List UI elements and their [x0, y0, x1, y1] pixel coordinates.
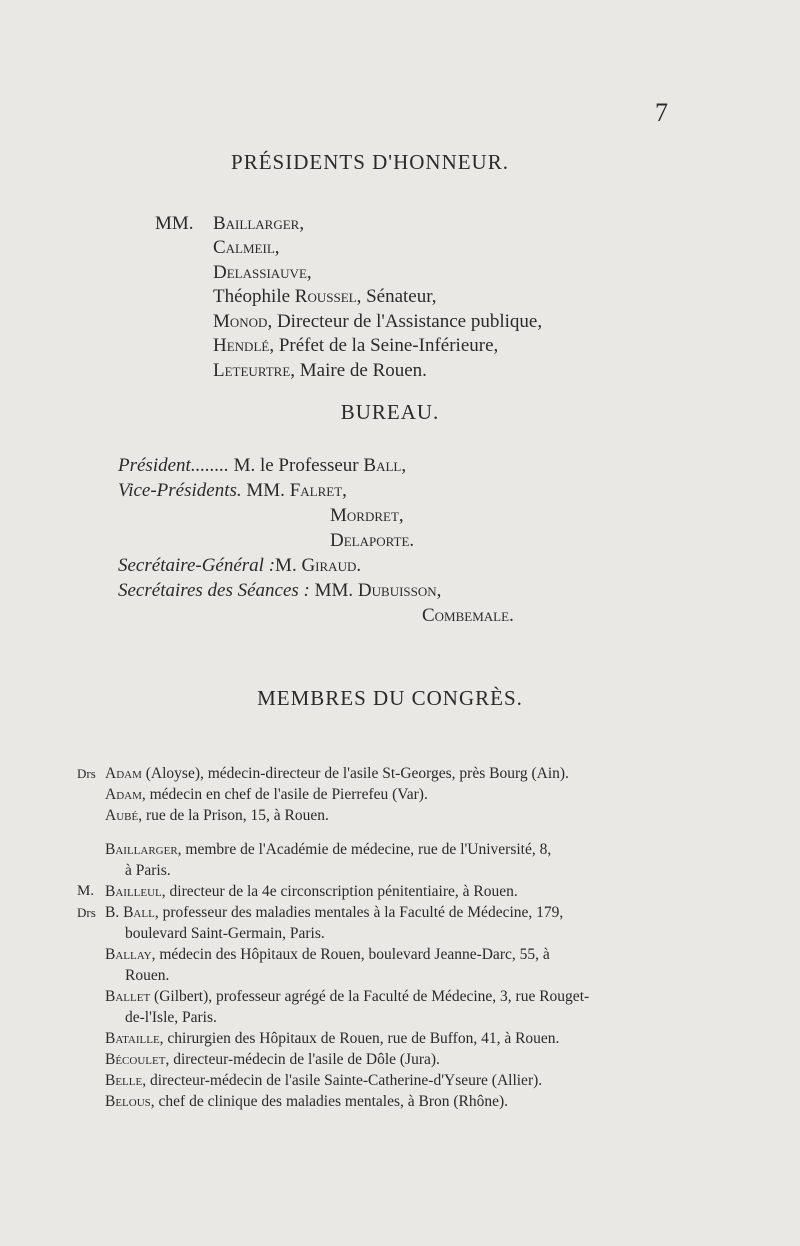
member-entry: Ballet (Gilbert), professeur agrégé de la Faculté de Médecine, 3, rue Rouget-: [105, 988, 590, 1005]
bureau-president: Président........ M. le Professeur Ball,: [118, 455, 407, 476]
bureau-vice-2: Mordret,: [330, 505, 404, 526]
member-entry: Ballay, médecin des Hôpitaux de Rouen, boulevard Jeanne-Darc, 55, à: [105, 946, 550, 963]
member-entry: Bataille, chirurgien des Hôpitaux de Rouen, rue de Buffon, 41, à Rouen.: [105, 1030, 560, 1047]
member-entry: Belle, directeur-médecin de l'asile Sainte-Catherine-d'Yseure (Allier).: [105, 1072, 543, 1089]
member-entry: Belous, chef de clinique des maladies mentales, à Bron (Rhône).: [105, 1093, 509, 1110]
bureau-vice-3: Delaporte.: [330, 530, 415, 551]
member-entry-cont: boulevard Saint-Germain, Paris.: [125, 925, 325, 942]
president-entry: Calmeil,: [213, 237, 280, 258]
member-entry: Aubé, rue de la Prison, 15, à Rouen.: [105, 807, 329, 824]
president-entry: Monod, Directeur de l'Assistance publique,: [213, 311, 543, 332]
presidents-heading: PRÉSIDENTS D'HONNEUR.: [231, 150, 509, 174]
president-entry: Hendlé, Préfet de la Seine-Inférieure,: [213, 335, 499, 356]
bureau-vice-presidents: Vice-Présidents. MM. Falret,: [118, 480, 347, 501]
bureau-session-secretaries: Secrétaires des Séances : MM. Dubuisson,: [118, 580, 442, 601]
president-entry: Théophile Roussel, Sénateur,: [213, 286, 437, 307]
president-entry: Leteurtre, Maire de Rouen.: [213, 360, 427, 381]
member-entry-cont: à Paris.: [125, 862, 171, 879]
member-entry-cont: Rouen.: [125, 967, 170, 984]
member-entry: Baillarger, membre de l'Académie de médecine, rue de l'Université, 8,: [105, 841, 552, 858]
member-entry: M. Bailleul, directeur de la 4e circonscription pénitentiaire, à Rouen.: [77, 883, 518, 900]
bureau-session-secretary-2: Combemale.: [422, 605, 514, 626]
member-entry: Adam, médecin en chef de l'asile de Pierrefeu (Var).: [105, 786, 428, 803]
bureau-heading: BUREAU.: [340, 400, 440, 424]
member-entry: Drs Adam (Aloyse), médecin-directeur de l'asile St-Georges, près Bourg (Ain).: [77, 765, 569, 782]
member-entry-cont: de-l'Isle, Paris.: [125, 1009, 217, 1026]
page-number: 7: [655, 98, 668, 127]
members-heading: MEMBRES DU CONGRÈS.: [257, 686, 523, 710]
presidents-prefix: MM.: [155, 213, 194, 234]
bureau-secretary-general: Secrétaire-Général :M. Giraud.: [118, 555, 362, 576]
member-entry: Bécoulet, directeur-médecin de l'asile de Dôle (Jura).: [105, 1051, 440, 1068]
member-entry: Drs B. Ball, professeur des maladies mentales à la Faculté de Médecine, 179,: [77, 904, 564, 921]
president-entry: Baillarger,: [213, 213, 305, 234]
president-entry: Delassiauve,: [213, 262, 312, 283]
